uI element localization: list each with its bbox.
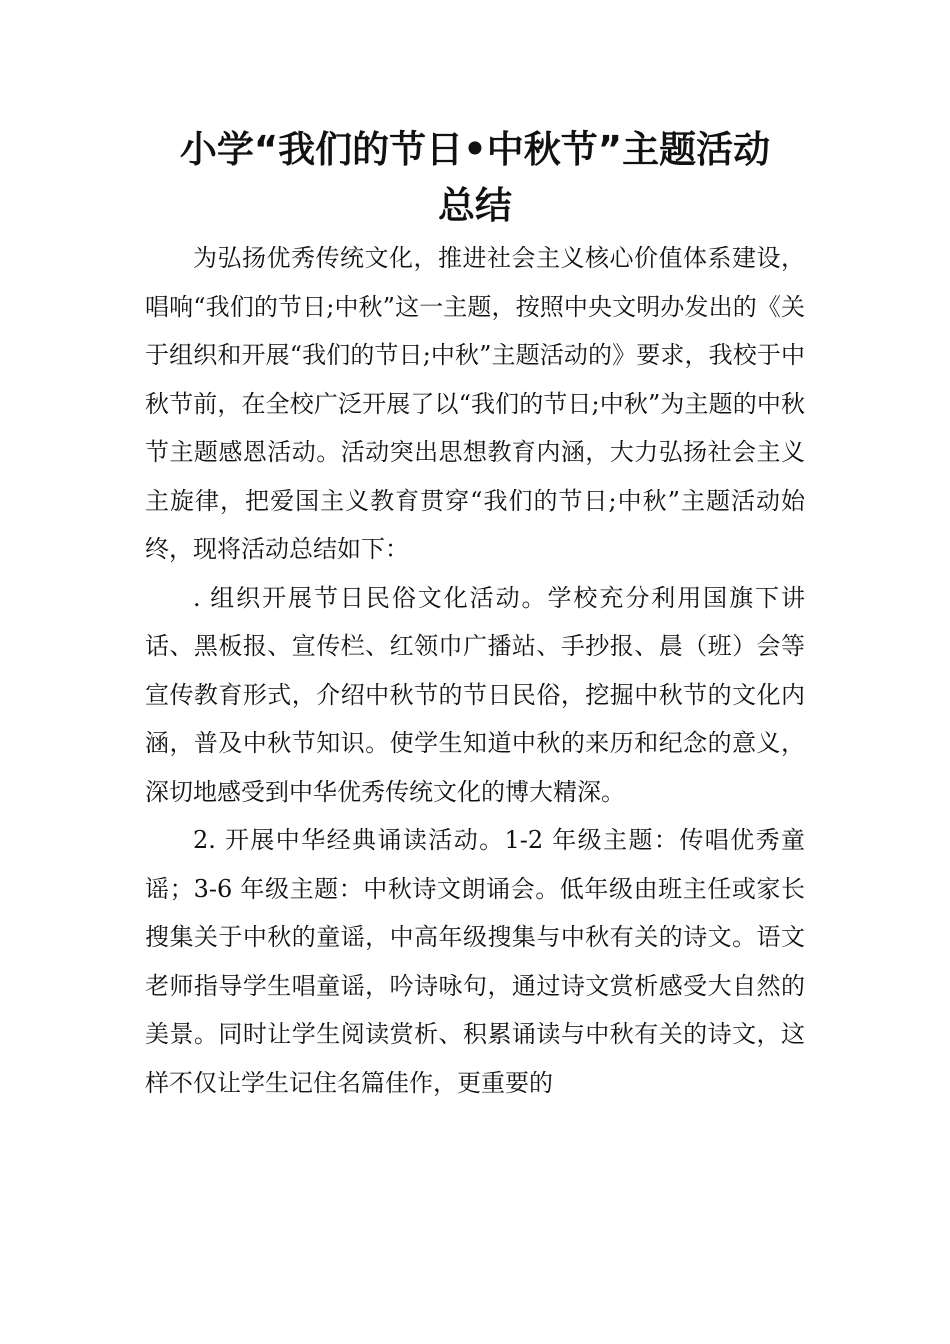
paragraph-item-2: 2. 开展中华经典诵读活动。1-2 年级主题：传唱优秀童谣；3-6 年级主题：中秋诗文朗诵会。低年级由班主任或家长搜集关于中秋的童谣，中高年级搜集与中秋有关的诗文。语文老师指导学生唱童谣，吟诗咏句，通过诗文赏析感受大自然的美景。同时让学生阅读赏析、积累诵读与中秋有关的诗文，这样不仅让学生记住名篇佳作，更重要的: [145, 826, 805, 1097]
document-page: [145, 122, 805, 1107]
document-title: [145, 122, 805, 234]
title-line-2: 总结: [438, 184, 512, 227]
paragraph-item-1: . 组织开展节日民俗文化活动。学校充分利用国旗下讲话、黑板报、宣传栏、红领巾广播站、手抄报、晨（班）会等宣传教育形式，介绍中秋节的节日民俗，挖掘中秋节的文化内涵，普及中秋节知识。使学生知道中秋的来历和纪念的意义，深切地感受到中华优秀传统文化的博大精深。: [145, 583, 805, 806]
title-line-1: 小学“我们的节日•中秋节”主题活动: [179, 128, 771, 171]
paragraph-intro: 为弘扬优秀传统文化，推进社会主义核心价值体系建设，唱响“我们的节日;中秋”这一主题，按照中央文明办发出的《关于组织和开展“我们的节日;中秋”主题活动的》要求，我校于中秋节前，在全校广泛开展了以“我们的节日;中秋”为主题的中秋节主题感恩活动。活动突出思想教育内涵，大力弘扬社会主义主旋律，把爱国主义教育贯穿“我们的节日;中秋”主题活动始终，现将活动总结如下：: [145, 244, 805, 563]
